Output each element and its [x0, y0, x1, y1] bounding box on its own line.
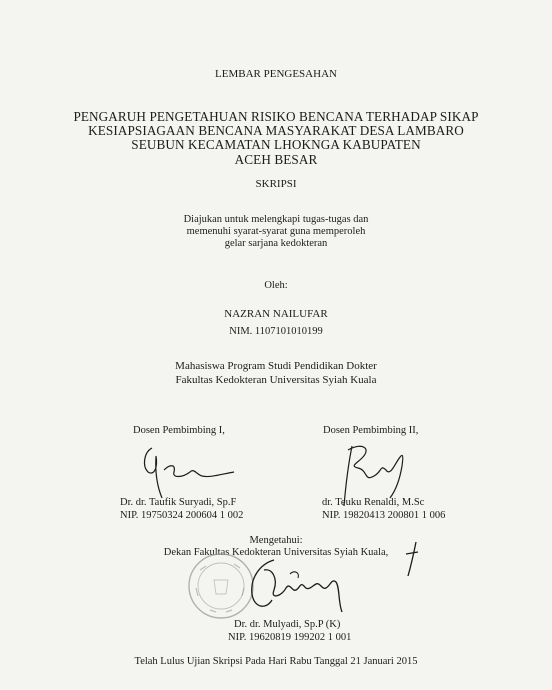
mengetahui-label: Mengetahui:: [249, 535, 303, 546]
program-line-1: Mahasiswa Program Studi Pendidikan Dokter: [175, 360, 377, 372]
program-line-2: Fakultas Kedokteran Universitas Syiah Kuala: [175, 374, 377, 386]
dean-signature: [238, 556, 358, 620]
thesis-title-line-2: KESIAPSIAGAAN BENCANA MASYARAKAT DESA LAMBARO: [88, 123, 464, 138]
dean-title: Dekan Fakultas Kedokteran Universitas Syiah Kuala,: [163, 547, 389, 558]
dean-name: Dr. dr. Mulyadi, Sp.P (K): [234, 619, 341, 630]
supervisor-1-signature: [138, 442, 248, 500]
supervisor-1-name: Dr. dr. Taufik Suryadi, Sp.F: [120, 497, 237, 508]
thesis-title-line-1: PENGARUH PENGETAHUAN RISIKO BENCANA TERHADAP SIKAP: [73, 109, 479, 124]
dean-nip: NIP. 19620819 199202 1 001: [228, 632, 352, 643]
purpose-line-3: gelar sarjana kedokteran: [224, 238, 328, 249]
oleh-label: Oleh:: [264, 280, 288, 291]
purpose-line-1: Diajukan untuk melengkapi tugas-tugas dan: [183, 214, 369, 225]
supervisor-1-nip: NIP. 19750324 200604 1 002: [120, 510, 244, 521]
supervisor-2-role: Dosen Pembimbing II,: [323, 425, 419, 436]
author-name: NAZRAN NAILUFAR: [224, 308, 328, 320]
purpose-line-2: memenuhi syarat-syarat guna memperoleh: [186, 226, 366, 237]
supervisor-1-role: Dosen Pembimbing I,: [133, 425, 225, 436]
supervisor-2-name: dr. Teuku Renaldi, M.Sc: [322, 497, 425, 508]
dean-initial-mark: [402, 540, 422, 578]
author-nim: NIM. 1107101010199: [229, 326, 323, 337]
supervisor-2-nip: NIP. 19820413 200801 1 006: [322, 510, 446, 521]
document-type: SKRIPSI: [255, 178, 297, 190]
page-heading: LEMBAR PENGESAHAN: [215, 68, 337, 80]
exam-passed-note: Telah Lulus Ujian Skripsi Pada Hari Rabu Tanggal 21 Januari 2015: [134, 656, 418, 667]
thesis-title-line-3: SEUBUN KECAMATAN LHOKNGA KABUPATEN: [131, 137, 421, 152]
thesis-title-line-4: ACEH BESAR: [234, 152, 318, 167]
